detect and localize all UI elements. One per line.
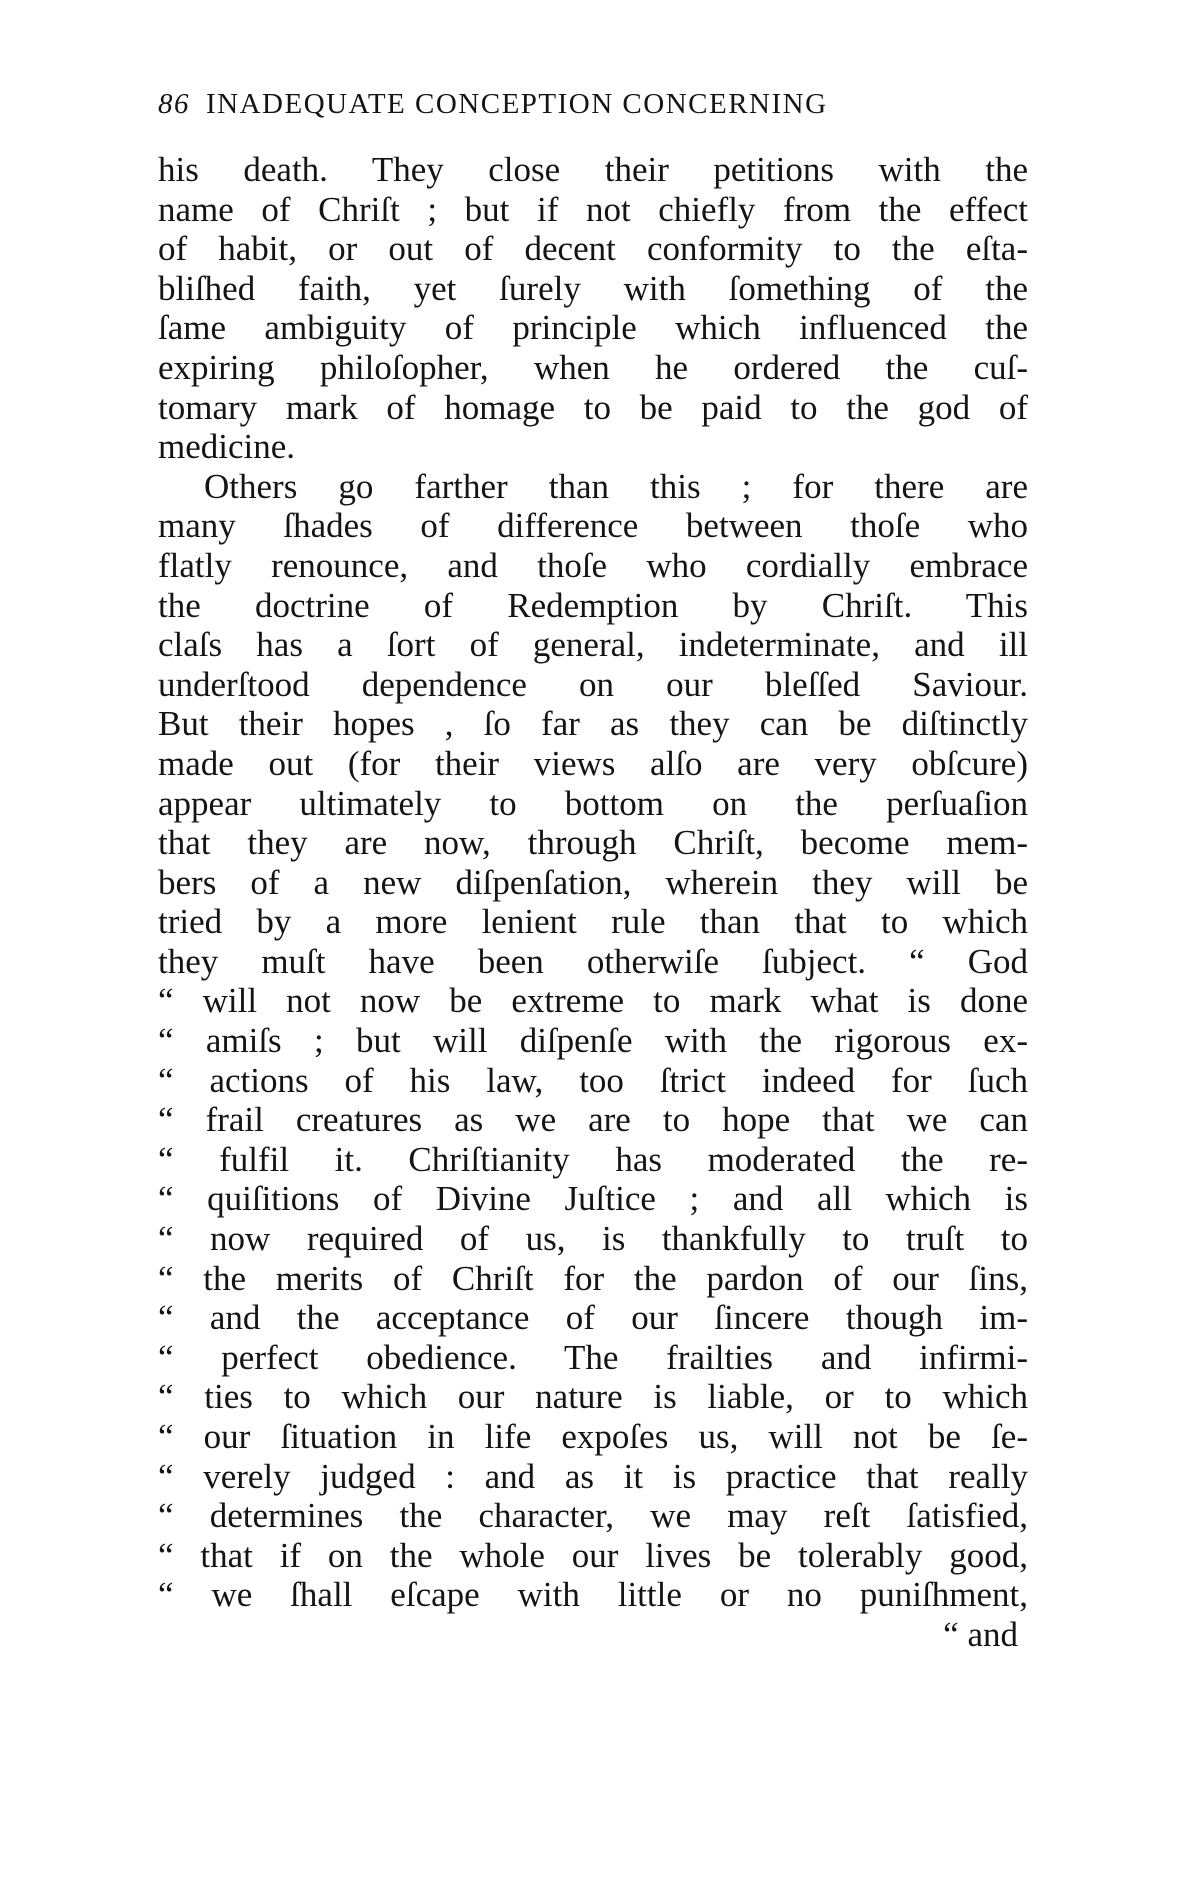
text-line: tried by a more lenient rule than that to which — [158, 902, 1028, 942]
text-line: bers of a new diſpenſation, wherein they will be — [158, 862, 1028, 902]
text-line: the doctrine of Redemption by Chriſt. This — [158, 585, 1028, 625]
quoted-line: “ actions of his law, too ſtrict indeed for ſuch — [158, 1060, 1028, 1100]
text-line: Others go farther than this ; for there are — [204, 466, 1028, 506]
text-line: made out (for their views alſo are very obſcure) — [158, 743, 1028, 783]
quoted-line: “ will not now be extreme to mark what is done — [158, 981, 1028, 1021]
quoted-line: “ that if on the whole our lives be tolerably good, — [158, 1535, 1028, 1575]
quoted-line: “ frail creatures as we are to hope that we can — [158, 1100, 1028, 1140]
text-line: bliſhed faith, yet ſurely with ſomething of the — [158, 268, 1028, 308]
text-line: underſtood dependence on our bleſſed Saviour. — [158, 664, 1028, 704]
text-line: medicine. — [158, 427, 296, 467]
text-line: expiring philoſopher, when he ordered the cuſ- — [158, 347, 1028, 387]
text-line: his death. They close their petitions with the — [158, 150, 1028, 189]
text-line: name of Chriſt ; but if not chiefly from the effect — [158, 189, 1028, 229]
running-title: INADEQUATE CONCEPTION CONCERNING — [206, 88, 828, 120]
text-line: they muſt have been otherwiſe ſubject. “ God — [158, 941, 1028, 981]
quoted-line: “ verely judged : and as it is practice that really — [158, 1456, 1028, 1496]
text-line: many ſhades of difference between thoſe who — [158, 506, 1028, 546]
text-line: ſame ambiguity of principle which influenced the — [158, 308, 1028, 348]
quoted-line: “ quiſitions of Divine Juſtice ; and all which is — [158, 1179, 1028, 1219]
quoted-line: “ amiſs ; but will diſpenſe with the rigorous ex- — [158, 1021, 1028, 1061]
quoted-line: “ perfect obedience. The frailties and infirmi- — [158, 1337, 1028, 1377]
text-line: But their hopes , ſo far as they can be diſtinctly — [158, 704, 1028, 744]
text-line: tomary mark of homage to be paid to the god of — [158, 387, 1028, 427]
quoted-line: “ and the acceptance of our ſincere though im- — [158, 1298, 1028, 1338]
running-header — [158, 88, 1018, 121]
page-number: 86 — [158, 88, 190, 120]
quoted-line: “ fulfil it. Chriſtianity has moderated the re- — [158, 1139, 1028, 1179]
quoted-line: “ now required of us, is thankfully to truſt to — [158, 1219, 1028, 1259]
body-text — [158, 150, 1028, 1655]
quoted-line: “ the merits of Chriſt for the pardon of our ſins, — [158, 1258, 1028, 1298]
quoted-line: “ we ſhall eſcape with little or no puniſhment, — [158, 1575, 1028, 1615]
text-line: flatly renounce, and thoſe who cordially embrace — [158, 545, 1028, 585]
text-line: claſs has a ſort of general, indeterminate, and ill — [158, 625, 1028, 665]
quoted-line: “ determines the character, we may reſt ſatisfied, — [158, 1496, 1028, 1536]
text-line: that they are now, through Chriſt, become mem- — [158, 823, 1028, 863]
quoted-line: “ our ſituation in life expoſes us, will not be ſe- — [158, 1417, 1028, 1456]
text-line: of habit, or out of decent conformity to the eſta- — [158, 229, 1028, 269]
catchword: “ and — [943, 1614, 1018, 1654]
text-line: appear ultimately to bottom on the perſuaſion — [158, 783, 1028, 823]
quoted-line: “ ties to which our nature is liable, or to which — [158, 1377, 1028, 1417]
